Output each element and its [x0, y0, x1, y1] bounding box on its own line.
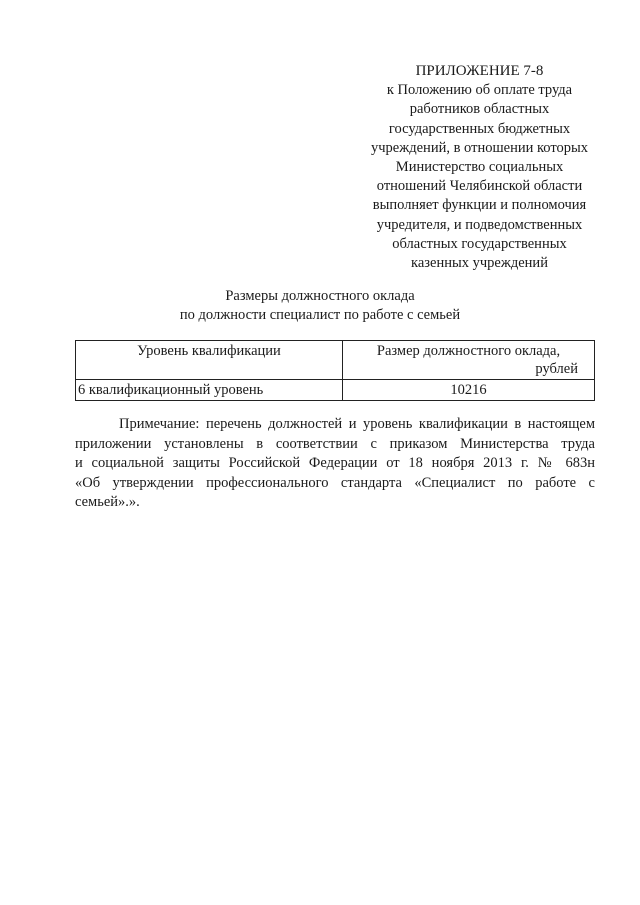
- appendix-line: выполняет функции и полномочия: [372, 197, 587, 214]
- amount-cell: 10216: [343, 380, 595, 401]
- heading-line-2: по должности специалист по работе с семьей: [179, 307, 461, 323]
- heading-line-1: Размеры должностного оклада: [225, 288, 415, 304]
- note-line: «Об утверждении профессионального стандарта «Специалист по работе с: [75, 474, 595, 491]
- note-line: приложении установлены в соответствии с приказом Министерства труда: [75, 435, 595, 452]
- header-salary-line-1: Размер должностного оклада,: [376, 343, 561, 359]
- table-heading: [60, 287, 580, 325]
- appendix-line: областных государственных: [392, 235, 567, 252]
- level-cell: 6 квалификационный уровень: [76, 380, 343, 401]
- appendix-line: государственных бюджетных: [388, 120, 571, 137]
- header-level: Уровень квалификации: [76, 341, 343, 380]
- appendix-line: учреждений, в отношении которых: [371, 139, 588, 156]
- appendix-line: к Положению об оплате труда: [386, 82, 573, 99]
- note-paragraph: [75, 415, 595, 513]
- appendix-line: учредителя, и подведомственных: [376, 216, 583, 233]
- appendix-title: ПРИЛОЖЕНИЕ 7-8: [415, 63, 544, 79]
- appendix-line: работников областных: [409, 101, 550, 118]
- note-line: и социальной защиты Российской Федерации от 18 ноября 2013 г. № 683н: [75, 455, 595, 471]
- salary-table: [75, 340, 595, 401]
- note-line: Примечание: перечень должностей и уровень квалификации в настоящем: [119, 416, 595, 432]
- table-row: [76, 380, 595, 401]
- header-salary: [343, 341, 595, 380]
- appendix-line: отношений Челябинской области: [376, 178, 583, 195]
- appendix-line: казенных учреждений: [411, 255, 548, 272]
- header-salary-line-2: рублей: [535, 361, 578, 377]
- appendix-line: Министерство социальных: [395, 159, 564, 176]
- note-line: семьей».».: [75, 494, 140, 510]
- appendix-block: [362, 62, 597, 273]
- table-header-row: [76, 341, 595, 380]
